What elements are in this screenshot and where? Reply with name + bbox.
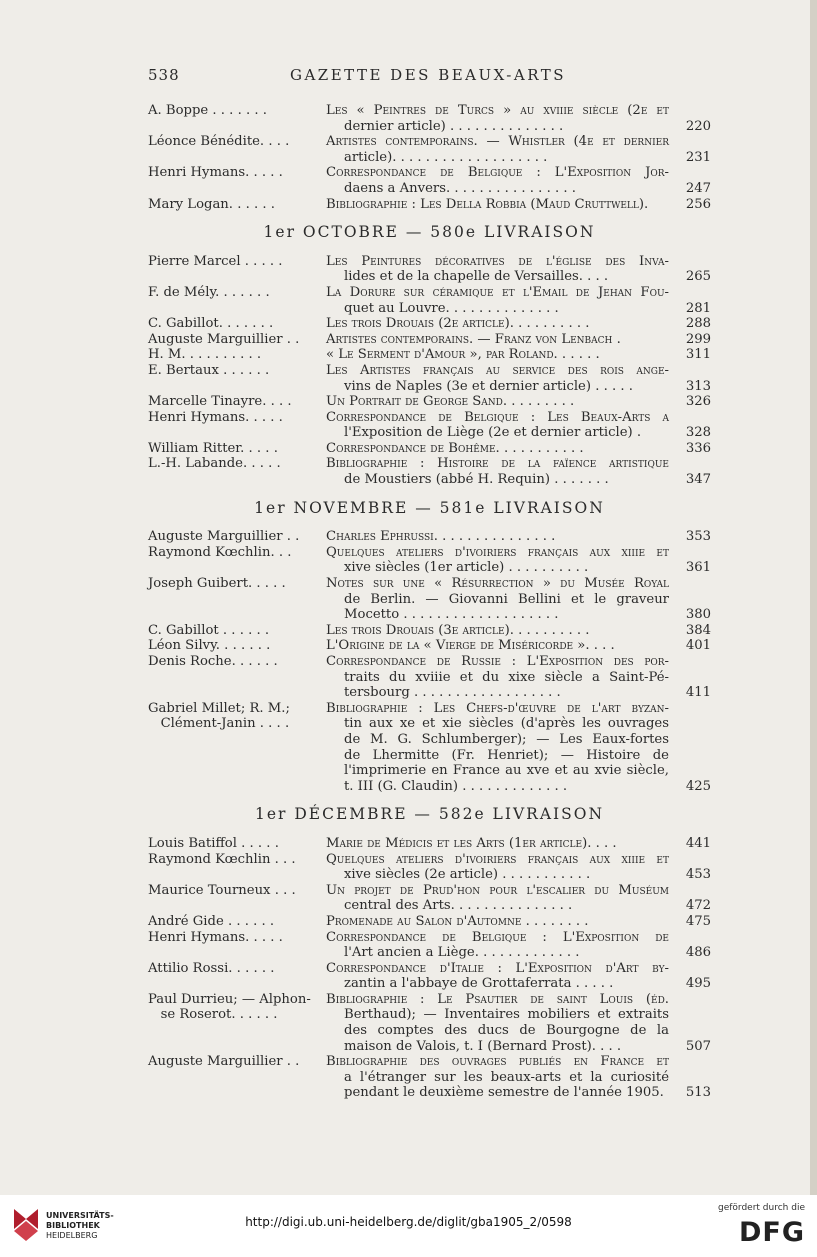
entry-author: C. Gabillot. . . . . . . bbox=[148, 316, 274, 332]
entry-page-number: 411 bbox=[685, 685, 711, 701]
entry-title-line: Marie de Médicis et les Arts (1er article). . . . bbox=[326, 835, 617, 851]
toc-entry bbox=[148, 638, 711, 654]
entry-title-line: l'Exposition de Liège (2e et dernier article) . bbox=[344, 425, 642, 441]
footer-bar bbox=[0, 1195, 817, 1257]
toc-entry bbox=[148, 701, 711, 795]
entry-title-line: daens a Anvers. . . . . . . . . . . . . . . . bbox=[344, 180, 576, 196]
entry-author: Denis Roche. . . . . . bbox=[148, 654, 278, 669]
toc-entry bbox=[148, 363, 711, 394]
toc-entry bbox=[148, 576, 711, 623]
entry-page-number: 384 bbox=[685, 622, 711, 638]
section-heading: 1er DÉCEMBRE — 582e LIVRAISON bbox=[254, 805, 605, 824]
entry-title-line: Correspondance d'Italie : L'Exposition d'Art by- bbox=[326, 960, 669, 976]
entry-author: Raymond Kœchlin . . . bbox=[148, 851, 296, 867]
entry-title bbox=[326, 701, 711, 795]
section-heading: 1er NOVEMBRE — 581e LIVRAISON bbox=[254, 498, 605, 517]
entry-page-number: 256 bbox=[685, 196, 711, 212]
toc-entry bbox=[148, 883, 711, 914]
entry-author: Auguste Marguillier . . bbox=[148, 1054, 300, 1070]
toc-entry bbox=[148, 914, 711, 930]
entry-title-line: Bibliographie : Les Chefs-d'œuvre de l'art byzan- bbox=[326, 700, 669, 716]
source-url[interactable]: http://digi.ub.uni-heidelberg.de/diglit/gba1905_2/0598 bbox=[245, 1215, 572, 1229]
entry-title-line: L'Origine de la « Vierge de Miséricorde ». . . . bbox=[326, 638, 615, 654]
toc-entry bbox=[148, 623, 711, 639]
entry-title bbox=[326, 836, 711, 852]
library-name-line: UNIVERSITÄTS- bbox=[46, 1211, 114, 1220]
entry-title-line: Correspondance de Belgique : L'Exposition Jor- bbox=[326, 165, 669, 181]
toc-entry bbox=[148, 441, 711, 457]
entry-title bbox=[326, 545, 711, 576]
entry-title-line: de M. G. Schlumberger); — Les Eaux-fortes bbox=[344, 731, 669, 747]
entry-title-line: Notes sur une « Résurrection » du Musée Royal bbox=[326, 576, 669, 592]
entry-title-line: maison de Valois, t. I (Bernard Prost). . . . bbox=[344, 1038, 622, 1054]
entry-title-line: Bibliographie : Histoire de la faïence artistique bbox=[326, 456, 669, 472]
toc-entry bbox=[148, 456, 711, 487]
entry-page-number: 507 bbox=[685, 1038, 711, 1054]
entry-title-line: Correspondance de Bohême. . . . . . . . . . . bbox=[326, 440, 584, 456]
entry-page-number: 288 bbox=[685, 316, 711, 332]
entry-title bbox=[326, 332, 711, 348]
entry-title bbox=[326, 197, 711, 213]
entry-title-line: Artistes contemporains. — Franz von Lenbach . bbox=[326, 331, 621, 347]
entry-author: Gabriel Millet; R. M.; Clément-Janin . . . . bbox=[148, 700, 290, 732]
toc-entry bbox=[148, 103, 711, 134]
entry-author: André Gide . . . . . . bbox=[148, 913, 275, 929]
entry-title bbox=[326, 254, 711, 285]
entry-title bbox=[326, 394, 711, 410]
toc-entry bbox=[148, 316, 711, 332]
entry-author: F. de Mély. . . . . . . bbox=[148, 284, 270, 300]
entry-page-number: 326 bbox=[685, 394, 711, 410]
entry-title-line: Artistes contemporains. — Whistler (4e et dernier bbox=[326, 134, 669, 150]
entry-author: Léonce Bénédite. . . . bbox=[148, 134, 290, 150]
entry-title-line: Les trois Drouais (3e article). . . . . . . . . . bbox=[326, 622, 590, 638]
toc-entry bbox=[148, 545, 711, 576]
entry-title-line: Les Peintures décoratives de l'église des Inva- bbox=[326, 253, 669, 269]
entry-author: Louis Batiffol . . . . . bbox=[148, 835, 279, 851]
toc-entry bbox=[148, 852, 711, 883]
entry-title bbox=[326, 363, 711, 394]
toc-entry bbox=[148, 1054, 711, 1101]
toc-entry bbox=[148, 992, 711, 1054]
toc-entry bbox=[148, 347, 711, 363]
entry-title-line: t. III (G. Claudin) . . . . . . . . . . . . . bbox=[344, 778, 568, 794]
entry-author: Auguste Marguillier . . bbox=[148, 331, 300, 347]
entry-title bbox=[326, 992, 711, 1054]
entry-title-line: Un Portrait de George Sand. . . . . . . . . bbox=[326, 394, 575, 410]
entry-author: Joseph Guibert. . . . . bbox=[148, 576, 286, 592]
table-of-contents bbox=[148, 103, 711, 1101]
entry-page-number: 265 bbox=[685, 269, 711, 285]
entry-title-line: de Berlin. — Giovanni Bellini et le graveur bbox=[344, 591, 669, 607]
entry-title bbox=[326, 134, 711, 165]
entry-author: Henri Hymans. . . . . bbox=[148, 165, 283, 181]
entry-title-line: central des Arts. . . . . . . . . . . . . . . bbox=[344, 898, 573, 914]
entry-author: H. M. . . . . . . . . . bbox=[148, 347, 262, 363]
entry-author: Henri Hymans. . . . . bbox=[148, 929, 283, 945]
entry-page-number: 475 bbox=[685, 913, 711, 929]
entry-title bbox=[326, 961, 711, 992]
entry-page-number: 231 bbox=[685, 149, 711, 165]
entry-page-number: 299 bbox=[685, 331, 711, 347]
entry-page-number: 281 bbox=[685, 300, 711, 316]
toc-entry bbox=[148, 836, 711, 852]
entry-title-line: de Lhermitte (Fr. Henriet); — Histoire de bbox=[344, 747, 669, 763]
entry-page-number: 425 bbox=[685, 778, 711, 794]
entry-title-line: Les Artistes français au service des rois ange- bbox=[326, 362, 669, 378]
entry-author: Raymond Kœchlin. . . bbox=[148, 544, 292, 560]
entry-author: William Ritter. . . . . bbox=[148, 440, 278, 456]
entry-title-line: Correspondance de Belgique : L'Exposition de bbox=[326, 929, 669, 945]
entry-page-number: 495 bbox=[685, 976, 711, 992]
entry-title-line: Charles Ephrussi. . . . . . . . . . . . . . . bbox=[326, 529, 556, 545]
entry-title bbox=[326, 914, 711, 930]
entry-author: Henri Hymans. . . . . bbox=[148, 409, 283, 425]
entry-title bbox=[326, 1054, 711, 1101]
entry-page-number: 313 bbox=[685, 378, 711, 394]
entry-page-number: 453 bbox=[685, 867, 711, 883]
entry-title-line: zantin a l'abbaye de Grottaferrata . . . . . bbox=[344, 976, 614, 992]
entry-author: L.-H. Labande. . . . . bbox=[148, 456, 281, 472]
entry-title-line: l'Art ancien a Liège. . . . . . . . . . . . . bbox=[344, 945, 580, 961]
entry-title bbox=[326, 852, 711, 883]
entry-page-number: 247 bbox=[685, 180, 711, 196]
entry-title-line: Promenade au Salon d'Automne . . . . . . . . bbox=[326, 913, 589, 929]
entry-title-line: dernier article) . . . . . . . . . . . . . . bbox=[344, 118, 564, 134]
entry-title bbox=[326, 638, 711, 654]
entry-author: Pierre Marcel . . . . . bbox=[148, 253, 283, 269]
funded-by-label: gefördert durch die bbox=[718, 1203, 805, 1213]
entry-title-line: Correspondance de Belgique : Les Beaux-Arts a bbox=[326, 409, 669, 425]
dfg-logo: DFG bbox=[738, 1217, 805, 1248]
entry-title-line: a l'étranger sur les beaux-arts et la curiosité bbox=[344, 1069, 669, 1085]
page-edge bbox=[810, 0, 817, 1195]
entry-title-line: « Le Serment d'Amour », par Roland. . . . . . bbox=[326, 347, 600, 363]
toc-entry bbox=[148, 654, 711, 701]
section-heading: 1er OCTOBRE — 580e LIVRAISON bbox=[263, 223, 596, 242]
toc-entry bbox=[148, 529, 711, 545]
entry-title bbox=[326, 410, 711, 441]
entry-author: Mary Logan. . . . . . bbox=[148, 196, 275, 212]
entry-title-line: Bibliographie des ouvrages publiés en France et bbox=[326, 1054, 669, 1070]
entry-title bbox=[326, 883, 711, 914]
toc-entry bbox=[148, 394, 711, 410]
entry-author: Paul Durrieu; — Alphon- se Roserot. . . . . . bbox=[148, 991, 311, 1023]
entry-title bbox=[326, 654, 711, 701]
toc-entry bbox=[148, 332, 711, 348]
entry-title-line: article). . . . . . . . . . . . . . . . . . . bbox=[344, 149, 548, 165]
entry-title-line: Correspondance de Russie : L'Exposition des por- bbox=[326, 654, 669, 669]
entry-page-number: 472 bbox=[685, 898, 711, 914]
entry-page-number: 353 bbox=[685, 529, 711, 545]
entry-title bbox=[326, 316, 711, 332]
entry-page-number: 441 bbox=[685, 835, 711, 851]
entry-page-number: 380 bbox=[685, 607, 711, 623]
entry-page-number: 486 bbox=[685, 945, 711, 961]
entry-title-line: Berthaud); — Inventaires mobiliers et extraits bbox=[344, 1007, 669, 1023]
toc-entry bbox=[148, 930, 711, 961]
entry-author: Auguste Marguillier . . bbox=[148, 529, 300, 545]
entry-author: Maurice Tourneux . . . bbox=[148, 882, 296, 898]
entry-author: C. Gabillot . . . . . . bbox=[148, 622, 270, 638]
entry-title bbox=[326, 103, 711, 134]
entry-title bbox=[326, 576, 711, 623]
entry-author: A. Boppe . . . . . . . bbox=[148, 103, 267, 118]
page-header bbox=[148, 66, 708, 86]
entry-page-number: 347 bbox=[685, 472, 711, 488]
entry-title-line: lides et de la chapelle de Versailles. . . . bbox=[344, 269, 609, 285]
entry-page-number: 361 bbox=[685, 560, 711, 576]
entry-title-line: La Dorure sur céramique et l'Email de Jehan Fou- bbox=[326, 284, 669, 300]
entry-title-line: pendant le deuxième semestre de l'année 1905. bbox=[344, 1085, 664, 1101]
entry-title-line: tersbourg . . . . . . . . . . . . . . . . . . bbox=[344, 685, 561, 701]
entry-title-line: Un projet de Prud'hon pour l'escalier du Muséum bbox=[326, 882, 669, 898]
entry-author: E. Bertaux . . . . . . bbox=[148, 362, 270, 378]
entry-page-number: 220 bbox=[685, 118, 711, 134]
entry-page-number: 513 bbox=[685, 1085, 711, 1101]
journal-title: GAZETTE DES BEAUX-ARTS bbox=[289, 66, 566, 84]
toc-entry bbox=[148, 254, 711, 285]
entry-title bbox=[326, 347, 711, 363]
entry-title-line: Les « Peintres de Turcs » au xviiie siècle (2e et bbox=[326, 103, 669, 118]
entry-page-number: 328 bbox=[685, 425, 711, 441]
toc-entry bbox=[148, 165, 711, 196]
entry-title-line: Quelques ateliers d'ivoiriers français aux xiiie et bbox=[326, 544, 669, 560]
entry-title-line: tin aux xe et xie siècles (d'après les ouvrages bbox=[344, 716, 669, 732]
entry-title bbox=[326, 441, 711, 457]
entry-title-line: Bibliographie : Les Della Robbia (Maud Cruttwell). bbox=[326, 196, 649, 212]
entry-title-line: l'imprimerie en France au xve et au xvie siècle, bbox=[344, 763, 669, 779]
entry-title-line: xive siècles (1er article) . . . . . . . . . . bbox=[344, 560, 589, 576]
entry-title-line: xive siècles (2e article) . . . . . . . . . . . bbox=[344, 867, 591, 883]
toc-entry bbox=[148, 285, 711, 316]
entry-title bbox=[326, 285, 711, 316]
entry-page-number: 311 bbox=[685, 347, 711, 363]
entry-author: Marcelle Tinayre. . . . bbox=[148, 394, 292, 410]
toc-entry bbox=[148, 134, 711, 165]
entry-title-line: quet au Louvre. . . . . . . . . . . . . . bbox=[344, 300, 559, 316]
entry-title-line: traits du xviiie et du xixe siècle a Saint-Pé- bbox=[344, 669, 669, 685]
entry-title-line: de Moustiers (abbé H. Requin) . . . . . . . bbox=[344, 472, 609, 488]
entry-page-number: 336 bbox=[685, 440, 711, 456]
entry-title-line: Les trois Drouais (2e article). . . . . . . . . . bbox=[326, 316, 590, 332]
entry-title-line: des comptes des ducs de Bourgogne de la bbox=[344, 1023, 669, 1039]
entry-author: Attilio Rossi. . . . . . bbox=[148, 960, 275, 976]
entry-title-line: vins de Naples (3e et dernier article) . . . . . bbox=[344, 378, 633, 394]
entry-title bbox=[326, 165, 711, 196]
entry-title-line: Mocetto . . . . . . . . . . . . . . . . . . . bbox=[344, 607, 559, 623]
page-number: 538 bbox=[148, 66, 180, 84]
toc-entry bbox=[148, 197, 711, 213]
entry-author: Léon Silvy. . . . . . . bbox=[148, 638, 271, 654]
library-name-line: HEIDELBERG bbox=[46, 1231, 98, 1240]
entry-title bbox=[326, 930, 711, 961]
entry-title bbox=[326, 623, 711, 639]
entry-page-number: 401 bbox=[685, 638, 711, 654]
entry-title bbox=[326, 529, 711, 545]
toc-entry bbox=[148, 961, 711, 992]
toc-entry bbox=[148, 410, 711, 441]
library-name-line: BIBLIOTHEK bbox=[46, 1221, 100, 1230]
entry-title-line: Quelques ateliers d'ivoiriers français aux xiiie et bbox=[326, 851, 669, 867]
entry-title-line: Bibliographie : Le Psautier de saint Louis (éd. bbox=[326, 991, 669, 1007]
entry-title bbox=[326, 456, 711, 487]
